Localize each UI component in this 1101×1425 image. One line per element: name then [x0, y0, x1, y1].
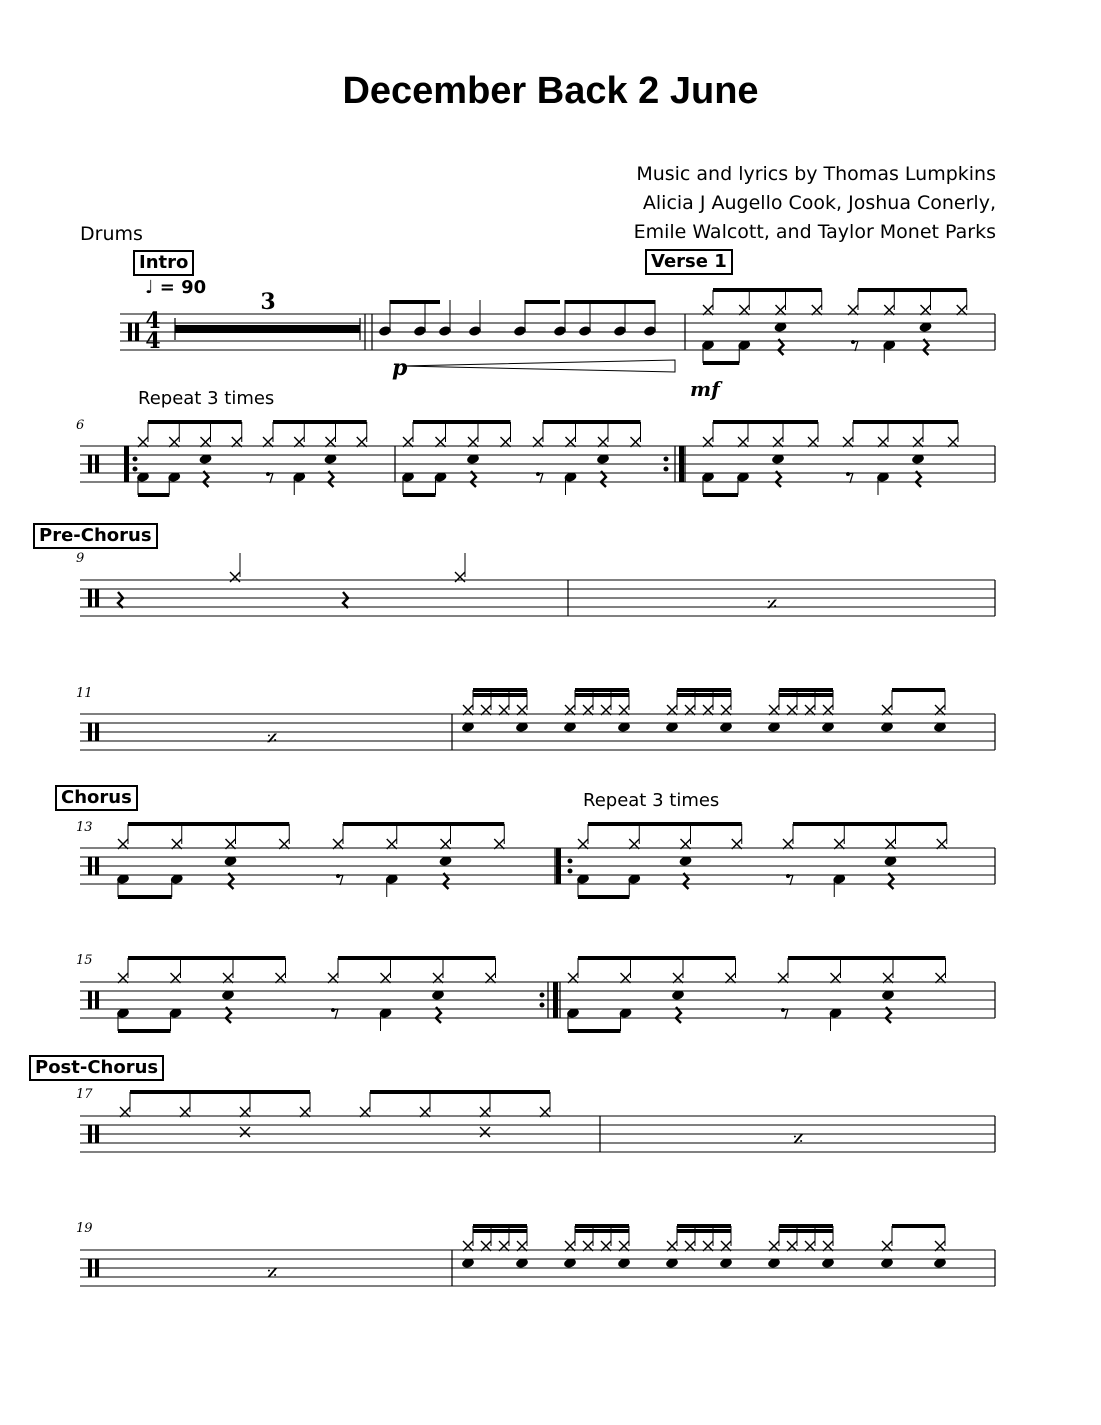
beam [525, 300, 560, 304]
beam [677, 1224, 731, 1228]
beam [575, 693, 629, 697]
beam [853, 420, 958, 424]
repeat-barline [679, 446, 684, 482]
instrument-name: Drums [80, 223, 143, 245]
section-pre-chorus: Pre-Chorus [33, 523, 158, 549]
percussion-clef [95, 1125, 99, 1143]
repeat-barline [556, 848, 561, 884]
beam [473, 1229, 527, 1233]
beam [118, 1029, 171, 1033]
beam [148, 420, 242, 424]
percussion-clef [88, 857, 92, 875]
repeat-dot [568, 859, 573, 864]
beam [343, 822, 504, 826]
percussion-clef [128, 323, 132, 341]
beam [473, 688, 527, 692]
beam [128, 822, 289, 826]
beam [779, 1229, 833, 1233]
repeat-dot [540, 1003, 545, 1008]
beam [130, 1090, 310, 1094]
beam [370, 1090, 550, 1094]
beam [128, 956, 286, 960]
percussion-clef [88, 1125, 92, 1143]
credit-line: Music and lyrics by Thomas Lumpkins [636, 163, 996, 185]
beam [578, 895, 629, 899]
beam [578, 956, 736, 960]
repeat-barline [124, 446, 129, 482]
beam [588, 822, 742, 826]
repeat-dot [664, 467, 669, 472]
beam [793, 822, 947, 826]
beam [677, 1229, 731, 1233]
quarter-rest [343, 592, 348, 608]
beam [892, 688, 945, 692]
percussion-clef [88, 723, 92, 741]
measure-repeat-sign: 𝄎 [766, 593, 778, 618]
beam [713, 288, 822, 292]
percussion-clef [88, 589, 92, 607]
percussion-clef [95, 455, 99, 473]
beam [779, 688, 833, 692]
measure-number: 11 [76, 686, 93, 701]
beam [403, 493, 436, 497]
beam [703, 493, 738, 497]
repeat-dot [133, 457, 138, 462]
measure-repeat-sign: 𝄎 [266, 1262, 278, 1287]
percussion-clef [135, 323, 139, 341]
beam [858, 288, 967, 292]
credit-line: Alicia J Augello Cook, Joshua Conerly, [642, 192, 996, 214]
beam [677, 693, 731, 697]
measure-number: 17 [76, 1087, 93, 1102]
repeat-dot [568, 869, 573, 874]
repeat-dot [133, 467, 138, 472]
beam [413, 420, 511, 424]
percussion-clef [95, 723, 99, 741]
percussion-clef [95, 589, 99, 607]
repeat-dot [664, 457, 669, 462]
beam [338, 956, 496, 960]
credit-line: Emile Walcott, and Taylor Monet Parks [633, 221, 996, 243]
score-title: December Back 2 June [342, 70, 759, 112]
beam [473, 693, 527, 697]
multirest-count: 3 [260, 289, 276, 315]
dynamic-mezzo-forte: mf [690, 377, 720, 401]
multirest-bar [175, 325, 360, 333]
section-intro: Intro [133, 250, 194, 276]
percussion-clef [88, 991, 92, 1009]
measure-repeat-sign: 𝄎 [266, 727, 278, 752]
section-chorus: Chorus [55, 785, 138, 811]
repeat-dot [540, 993, 545, 998]
repeat-text-verse: Repeat 3 times [138, 388, 275, 409]
repeat-text-chorus: Repeat 3 times [583, 790, 720, 811]
beam [892, 1224, 945, 1228]
section-verse-1: Verse 1 [645, 249, 733, 275]
beam [575, 688, 629, 692]
measure-number: 15 [76, 953, 93, 968]
measure-number: 9 [76, 551, 85, 566]
beam [677, 688, 731, 692]
beam [575, 1224, 629, 1228]
beam [779, 1224, 833, 1228]
repeat-barline [553, 982, 558, 1018]
quarter-note-icon: ♩ [145, 277, 154, 298]
time-signature-top: 4 [145, 308, 161, 334]
beam [788, 956, 946, 960]
section-post-chorus: Post-Chorus [29, 1055, 164, 1081]
beam [568, 1029, 621, 1033]
percussion-clef [88, 455, 92, 473]
measure-number: 13 [76, 820, 93, 835]
beam [575, 1229, 629, 1233]
beam [713, 420, 818, 424]
beam [703, 361, 739, 365]
quarter-rest [118, 592, 123, 608]
beam [779, 693, 833, 697]
percussion-clef [88, 1259, 92, 1277]
measure-number: 19 [76, 1221, 93, 1236]
percussion-clef [95, 1259, 99, 1277]
beam [565, 300, 655, 304]
percussion-clef [95, 991, 99, 1009]
hairpin [402, 360, 675, 372]
beam [118, 895, 172, 899]
beam [390, 300, 440, 304]
dynamic-piano: p [392, 355, 408, 381]
beam [273, 420, 367, 424]
tempo-value: = 90 [159, 277, 207, 298]
beam [138, 493, 169, 497]
percussion-clef [95, 857, 99, 875]
measure-number: 6 [76, 418, 85, 433]
beam [473, 1224, 527, 1228]
time-signature-bottom: 4 [145, 328, 161, 354]
measure-repeat-sign: 𝄎 [792, 1128, 804, 1153]
beam [543, 420, 641, 424]
